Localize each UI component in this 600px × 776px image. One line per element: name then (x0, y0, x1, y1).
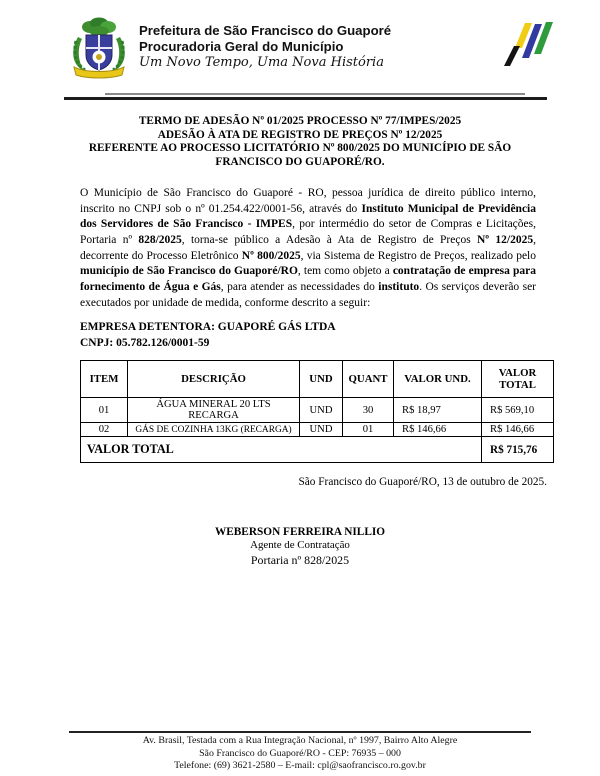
cnpj-line: CNPJ: 05.782.126/0001-59 (80, 336, 210, 349)
date-line: São Francisco do Guaporé/RO, 13 de outubro de 2025. (298, 476, 547, 489)
footer-line-1: Av. Brasil, Testada com a Rua Integração Nacional, nº 1997, Bairro Alto Alegre (142, 735, 458, 747)
col-header-descricao: DESCRIÇÃO (128, 361, 300, 398)
signature-role: Agente de Contratação (250, 539, 350, 552)
items-table-footer (81, 437, 554, 463)
col-header-quant: QUANT (343, 361, 394, 398)
header-divider-thick-line (64, 97, 547, 100)
header-divider (0, 93, 600, 101)
org-slogan: Um Novo Tempo, Uma Nova História (139, 55, 384, 70)
table-cell: 30 (343, 398, 394, 423)
table-cell: 01 (343, 423, 394, 437)
title-line-2: ADESÃO À ATA DE REGISTRO DE PREÇOS Nº 12/2025 (157, 128, 443, 141)
col-header-und: UND (300, 361, 343, 398)
table-cell: ÁGUA MINERAL 20 LTS RECARGA (128, 398, 300, 423)
table-cell: R$ 146,66 (482, 423, 554, 437)
page-footer (0, 731, 600, 772)
letterhead-text (139, 17, 391, 70)
items-table-header (81, 361, 554, 398)
body-paragraph: O Município de São Francisco do Guaporé - RO, pessoa jurídica de direito público interno, inscrito no CNPJ sob o nº 01.254.422/0001-56, através do Instituto Municipal de Previdência dos Servidores de São Francisco - IMPES, por intermédio do setor de Compras e Licitações, Portaria nº 828/2025, torna-se público a Adesão à Ata de Registro de Preços Nº 12/2025, decorrente do Processo Eletrônico Nº 800/2025, via Sistema de Registro de Preços, realizado pelo município de São Francisco do Guaporé/RO, tem como objeto a contratação de empresa para fornecimento de Água e Gás, para atender as necessidades do instituto. Os serviços deverão ser executados por unidade de medida, conforme descrito a seguir: (80, 186, 536, 309)
title-line-3: REFERENTE AO PROCESSO LICITATÓRIO Nº 800/2025 DO MUNICÍPIO DE SÃO FRANCISCO DO GUAPORÉ/RO. (88, 142, 512, 169)
table-cell: 01 (81, 398, 128, 423)
table-header-row (81, 361, 554, 398)
items-table-body (81, 398, 554, 437)
footer-line-3: Telefone: (69) 3621-2580 – E-mail: cpl@saofrancisco.ro.gov.br (174, 760, 426, 771)
col-header-item: ITEM (81, 361, 128, 398)
header-divider-thin-line (105, 93, 525, 95)
org-name: Prefeitura de São Francisco do Guaporé (139, 23, 392, 38)
company-block (80, 320, 536, 351)
total-value: R$ 715,76 (482, 437, 554, 463)
document-title (63, 115, 537, 170)
total-label: VALOR TOTAL (81, 437, 482, 463)
coat-of-arms-icon (68, 17, 130, 80)
table-row (81, 398, 554, 423)
table-cell: UND (300, 423, 343, 437)
title-line-1: TERMO DE ADESÃO Nº 01/2025 PROCESSO Nº 77/IMPES/2025 (138, 115, 462, 127)
signature-block (0, 525, 600, 568)
diagonal-stripes-logo-icon (498, 21, 560, 67)
company-line: EMPRESA DETENTORA: GUAPORÉ GÁS LTDA (80, 321, 336, 334)
table-cell: GÁS DE COZINHA 13KG (RECARGA) (128, 423, 300, 437)
footer-line-2: São Francisco do Guaporé/RO - CEP: 76935 – 000 (199, 747, 401, 759)
col-header-valor-total: VALOR TOTAL (482, 361, 554, 398)
footer-address (0, 735, 600, 772)
table-cell: UND (300, 398, 343, 423)
table-cell: R$ 146,66 (394, 423, 482, 437)
table-row (81, 423, 554, 437)
table-cell: R$ 18,97 (394, 398, 482, 423)
signature-portaria: Portaria nº 828/2025 (250, 552, 350, 567)
org-department: Procuradoria Geral do Município (139, 39, 344, 54)
signature-name: WEBERSON FERREIRA NILLIO (214, 526, 386, 539)
col-header-valor-und: VALOR UND. (394, 361, 482, 398)
table-cell: 02 (81, 423, 128, 437)
items-table (80, 360, 554, 463)
table-cell: R$ 569,10 (482, 398, 554, 423)
footer-divider (69, 731, 531, 733)
total-row (81, 437, 554, 463)
